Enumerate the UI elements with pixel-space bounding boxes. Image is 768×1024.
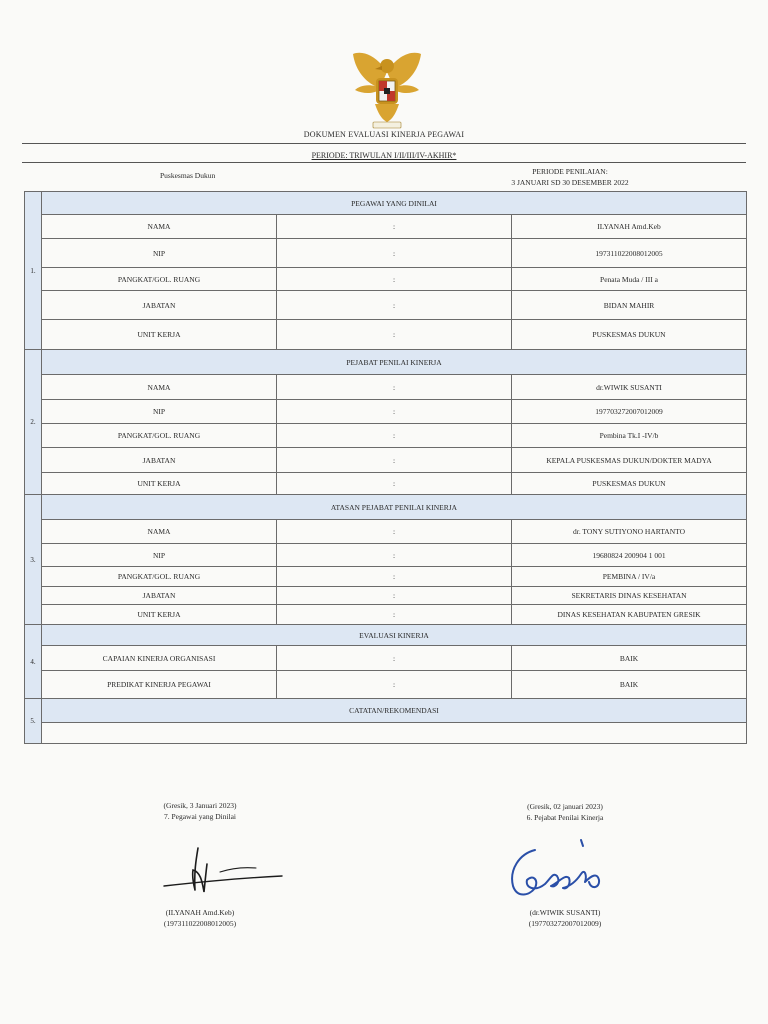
signatory-name: (dr.WIWIK SUSANTI): [529, 908, 601, 917]
section-number: 5.: [25, 699, 42, 744]
field-value: BAIK: [512, 671, 747, 699]
field-label: NAMA: [42, 375, 277, 400]
table-row: [25, 544, 747, 567]
field-label: NIP: [42, 239, 277, 268]
field-colon: :: [277, 520, 512, 544]
table-row: [25, 320, 747, 350]
field-colon: :: [277, 320, 512, 350]
field-colon: :: [277, 291, 512, 320]
field-label: PANGKAT/GOL. RUANG: [42, 567, 277, 587]
document-period-line: PERIODE: TRIWULAN I/II/III/IV-AKHIR*: [311, 151, 457, 160]
field-value: KEPALA PUSKESMAS DUKUN/DOKTER MADYA: [512, 448, 747, 473]
field-colon: :: [277, 424, 512, 448]
field-label: NIP: [42, 544, 277, 567]
signature-place-date: (Gresik, 3 Januari 2023): [163, 801, 237, 810]
field-label: NAMA: [42, 215, 277, 239]
field-value: dr. TONY SUTIYONO HARTANTO: [512, 520, 747, 544]
table-row: [25, 215, 747, 239]
signatory-left: [130, 907, 270, 929]
section-header-row: [25, 625, 747, 646]
evaluation-form-table: [24, 191, 747, 744]
signatory-right: [495, 907, 635, 929]
table-row: [25, 646, 747, 671]
field-value: PUSKESMAS DUKUN: [512, 320, 747, 350]
signature-role: 7. Pegawai yang Dinilai: [163, 812, 237, 821]
table-row: [25, 567, 747, 587]
field-value: DINAS KESEHATAN KABUPATEN GRESIK: [512, 605, 747, 625]
signatory-nip: (197311022008012005): [163, 919, 237, 928]
table-row: [25, 605, 747, 625]
field-label: PANGKAT/GOL. RUANG: [42, 268, 277, 291]
field-label: NAMA: [42, 520, 277, 544]
section-header-row: [25, 350, 747, 375]
table-row: [25, 448, 747, 473]
signature-block-right: [495, 801, 635, 823]
field-colon: :: [277, 400, 512, 424]
section-number: 1.: [25, 192, 42, 350]
field-label: CAPAIAN KINERJA ORGANISASI: [42, 646, 277, 671]
table-row: [25, 268, 747, 291]
document-title: DOKUMEN EVALUASI KINERJA PEGAWAI: [303, 130, 465, 139]
field-colon: :: [277, 375, 512, 400]
field-value: Pembina Tk.I -IV/b: [512, 424, 747, 448]
field-label: JABATAN: [42, 587, 277, 605]
table-row: [25, 291, 747, 320]
field-value: BIDAN MAHIR: [512, 291, 747, 320]
notes-blank-cell: [42, 723, 747, 744]
field-colon: :: [277, 671, 512, 699]
field-label: UNIT KERJA: [42, 473, 277, 495]
signatory-name: (ILYANAH Amd.Keb): [165, 908, 235, 917]
field-value: Penata Muda / III a: [512, 268, 747, 291]
field-label: PREDIKAT KINERJA PEGAWAI: [42, 671, 277, 699]
signature-block-left: [130, 800, 270, 822]
table-row: [25, 671, 747, 699]
table-row: [25, 239, 747, 268]
field-label: JABATAN: [42, 448, 277, 473]
field-value: PEMBINA / IV/a: [512, 567, 747, 587]
field-label: NIP: [42, 400, 277, 424]
handwritten-signature-left: [160, 842, 290, 904]
handwritten-signature-right: [505, 836, 615, 904]
assessment-period: [470, 166, 670, 188]
field-label: JABATAN: [42, 291, 277, 320]
field-colon: :: [277, 544, 512, 567]
field-value: 197703272007012009: [512, 400, 747, 424]
signature-role: 6. Pejabat Penilai Kinerja: [526, 813, 604, 822]
field-label: UNIT KERJA: [42, 605, 277, 625]
field-value: 19680824 200904 1 001: [512, 544, 747, 567]
table-row: [25, 520, 747, 544]
table-row: [25, 473, 747, 495]
section-title: ATASAN PEJABAT PENILAI KINERJA: [42, 495, 747, 520]
field-value: ILYANAH Amd.Keb: [512, 215, 747, 239]
assessment-period-value: 3 JANUARI SD 30 DESEMBER 2022: [511, 178, 629, 187]
section-title: PEJABAT PENILAI KINERJA: [42, 350, 747, 375]
field-colon: :: [277, 268, 512, 291]
field-value: SEKRETARIS DINAS KESEHATAN: [512, 587, 747, 605]
field-colon: :: [277, 587, 512, 605]
section-title: EVALUASI KINERJA: [42, 625, 747, 646]
signatory-nip: (197703272007012009): [528, 919, 602, 928]
section-title: CATATAN/REKOMENDASI: [42, 699, 747, 723]
field-colon: :: [277, 473, 512, 495]
header-rule-bottom: [22, 162, 746, 163]
field-value: 197311022008012005: [512, 239, 747, 268]
field-colon: :: [277, 646, 512, 671]
field-colon: :: [277, 448, 512, 473]
field-value: PUSKESMAS DUKUN: [512, 473, 747, 495]
table-row: [25, 375, 747, 400]
signature-place-date: (Gresik, 02 januari 2023): [527, 802, 603, 811]
field-value: dr.WIWIK SUSANTI: [512, 375, 747, 400]
section-header-row: [25, 699, 747, 723]
assessment-period-label: PERIODE PENILAIAN:: [532, 167, 608, 176]
header-rule-top: [22, 143, 746, 144]
field-colon: :: [277, 239, 512, 268]
table-row: [25, 587, 747, 605]
field-colon: :: [277, 605, 512, 625]
field-value: BAIK: [512, 646, 747, 671]
garuda-emblem-icon: [349, 46, 425, 132]
table-row: [25, 400, 747, 424]
field-colon: :: [277, 567, 512, 587]
table-row: [25, 424, 747, 448]
section-header-row: [25, 192, 747, 215]
table-row: [25, 723, 747, 744]
field-label: UNIT KERJA: [42, 320, 277, 350]
section-header-row: [25, 495, 747, 520]
unit-name: Puskesmas Dukun: [160, 171, 216, 180]
section-number: 3.: [25, 495, 42, 625]
field-colon: :: [277, 215, 512, 239]
field-label: PANGKAT/GOL. RUANG: [42, 424, 277, 448]
section-number: 2.: [25, 350, 42, 495]
section-title: PEGAWAI YANG DINILAI: [42, 192, 747, 215]
section-number: 4.: [25, 625, 42, 699]
